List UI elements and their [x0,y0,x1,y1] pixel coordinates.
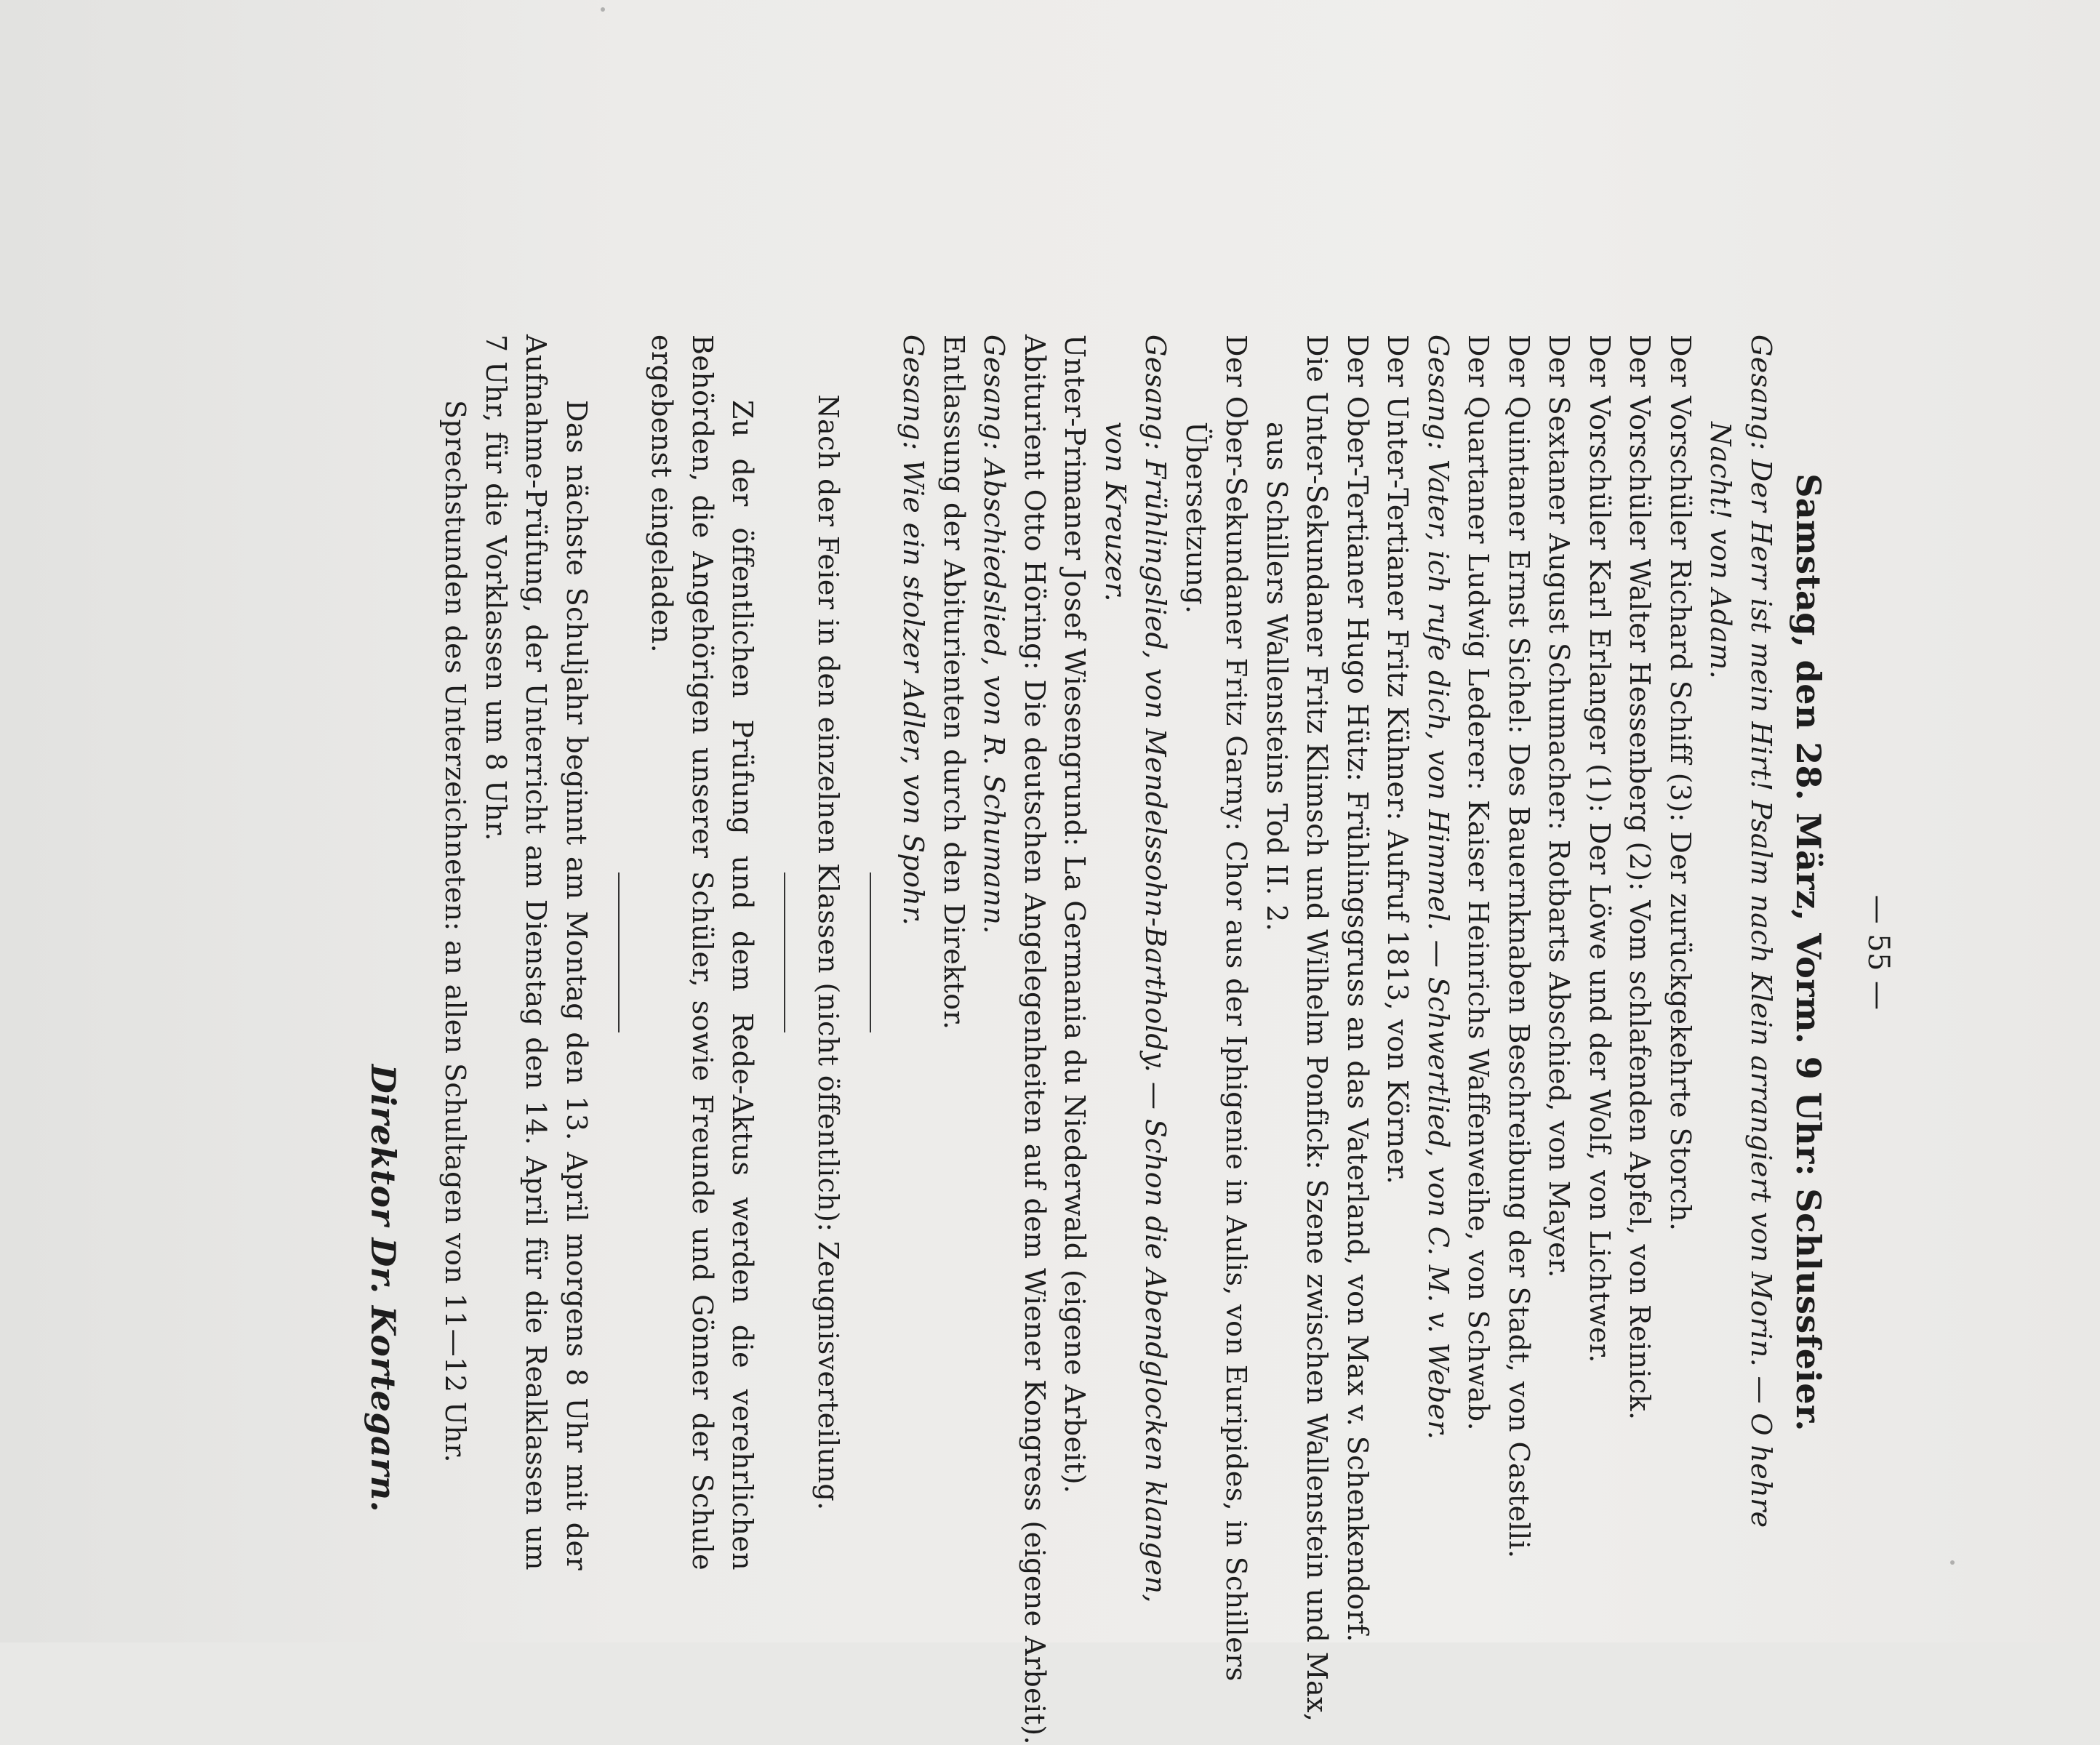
divider [870,872,871,1032]
page-number: — 55 — [1861,894,1895,1011]
program-item: Gesang: Wie ein stolzer Adler, von Spohr. [897,334,930,926]
program-item: Gesang: Der Herr ist mein Hirt! Psalm nach Klein arrangiert von Morin. — O hehre [1745,334,1777,1528]
divider [785,872,786,1032]
program-item: Der Sextaner August Schumacher: Rotbarts Abschied, von Mayer. [1543,334,1576,1278]
program-item: Gesang: Abschiedslied, von R. Schumann. [978,334,1011,934]
program-item: Unter-Primaner Josef Wiesengrund: La Germania du Niederwald (eigene Arbeit). [1059,334,1091,1494]
divider [618,872,620,1032]
dust-speck [601,7,605,12]
program-item: aus Schillers Wallensteins Tod II. 2. [1261,422,1293,932]
page-title: Samstag, den 28. März, Vorm. 9 Uhr: Schlussfeier. [1789,473,1829,1432]
invitation-paragraph: Zu der öffentlichen Prüfung und dem Rede-Aktus werden die verehrlichen Behörden, die Angehörigen unserer Schüler, sowie Freunde und Gönner der Schule ergebenst eingeladen. [646,334,759,1570]
dust-speck [1950,1560,1955,1565]
program-item: Der Ober-Tertianer Hugo Hütz: Frühlingsgruss an das Vaterland, von Max v. Schenkendorf. [1342,334,1374,1642]
sprechstunden-paragraph: Sprechstunden des Unterzeichneten: an allen Schultagen von 11—12 Uhr. [439,400,472,1463]
program-item: Die Unter-Sekundaner Fritz Klimsch und Wilhelm Ponfick: Szene zwischen Wallenstein und Max, [1301,334,1334,1722]
program-item: Entlassung der Abiturienten durch den Direktor. [938,334,970,1030]
program-item: Der Unter-Tertianer Fritz Kühner: Aufruf 1813, von Körner. [1382,334,1414,1185]
program-item: Der Quartaner Ludwig Lederer: Kaiser Heinrichs Waffenweihe, von Schwab. [1462,334,1495,1431]
after-feier-note: Nach der Feier in den einzelnen Klassen (nicht öffentlich): Zeugnisverteilung. [812,394,844,1511]
program-item: Der Quintaner Ernst Sichel: Des Bauernknaben Beschreibung der Stadt, von Castelli. [1503,334,1535,1559]
program-item: Der Vorschüler Richard Schiff (3): Der zurückgekehrte Storch. [1664,334,1696,1232]
program-list [893,334,1781,1745]
program-item: Übersetzung. [1180,422,1212,614]
signature: Direktor Dr. Kortegarn. [364,1064,403,1512]
program-item: von Kreuzer. [1099,422,1131,602]
program-item: Gesang: Vater, ich rufe dich, von Himmel. — Schwertlied, von C. M. v. Weber. [1422,334,1454,1440]
rotated-text-block [363,334,1899,1745]
program-item: Der Vorschüler Walter Hessenberg (2): Vom schlafenden Apfel, von Reinick. [1624,334,1656,1421]
schuljahr-paragraph: Das nächste Schuljahr beginnt am Montag den 13. April morgens 8 Uhr mit der Aufnahme-Prüfung, der Unterricht am Dienstag den 14. April für die Realklassen um 7 Uhr, für die Vorklassen um 8 Uhr. [480,334,593,1570]
program-item: Gesang: Frühlingslied, von Mendelssohn-Bartholdy. — Schon die Abendglocken klangen, [1139,334,1172,1603]
program-item: Der Vorschüler Karl Erlanger (1): Der Löwe und der Wolf, von Lichtwer. [1584,334,1616,1363]
program-item: Der Ober-Sekundaner Fritz Garny: Chor aus der Iphigenie in Aulis, von Euripides, in Schillers [1220,334,1253,1682]
program-item: Abiturient Otto Höring: Die deutschen Angelegenheiten auf dem Wiener Kongress (eigene Arbeit). [1019,334,1051,1745]
program-item: Nacht! von Adam. [1704,422,1737,680]
